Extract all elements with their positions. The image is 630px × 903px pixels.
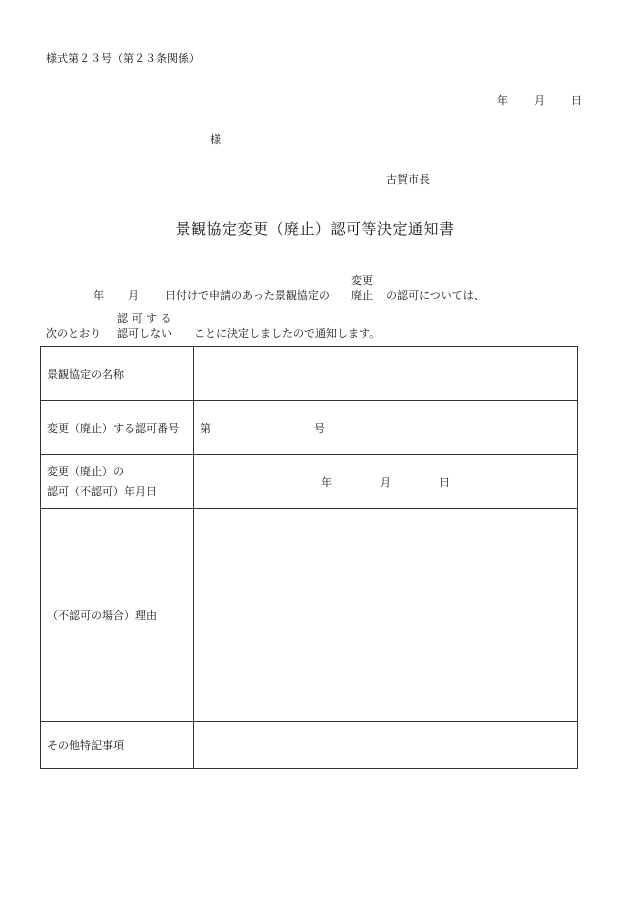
approval-number-suffix: 号 bbox=[314, 421, 325, 435]
recipient-suffix: 様 bbox=[210, 133, 221, 146]
date-month-label: 月 bbox=[534, 94, 545, 107]
approval-date-label bbox=[41, 455, 194, 509]
table-row bbox=[41, 401, 578, 455]
agreement-name-label: 景観協定の名称 bbox=[41, 347, 194, 401]
option-disapprove: 認可しない bbox=[117, 327, 172, 340]
other-notes-field[interactable] bbox=[194, 722, 578, 769]
form-number: 様式第２３号（第２３条関係） bbox=[46, 52, 200, 65]
body-month-label: 月 bbox=[128, 289, 139, 302]
body-day-text: 日付けで申請のあった景観協定の bbox=[165, 289, 330, 302]
issuer-name: 古賀市長 bbox=[386, 173, 430, 186]
approval-date-field[interactable] bbox=[194, 455, 578, 509]
table-row bbox=[41, 509, 578, 722]
body-line2-tail: ことに決定しましたので通知します。 bbox=[194, 327, 381, 340]
option-abolish: 廃止 bbox=[351, 289, 373, 302]
approval-number-prefix: 第 bbox=[200, 421, 211, 435]
table-row bbox=[41, 347, 578, 401]
document-title: 景観協定変更（廃止）認可等決定通知書 bbox=[175, 220, 455, 238]
approval-number-field[interactable] bbox=[194, 401, 578, 455]
approval-number-label: 変更（廃止）する認可番号 bbox=[41, 401, 194, 455]
body-line1-tail: の認可については、 bbox=[386, 289, 485, 302]
table-row bbox=[41, 455, 578, 509]
approve-options bbox=[117, 311, 172, 341]
date-day-label: 日 bbox=[571, 94, 582, 107]
approval-date-values bbox=[200, 474, 571, 490]
table-row bbox=[41, 722, 578, 769]
reason-label: （不認可の場合）理由 bbox=[41, 509, 194, 722]
approval-date-label-line1: 変更（廃止）の bbox=[47, 464, 124, 478]
reason-field[interactable] bbox=[194, 509, 578, 722]
agreement-name-field[interactable] bbox=[194, 347, 578, 401]
date-year-label: 年 bbox=[497, 94, 508, 107]
approval-date-month: 月 bbox=[380, 475, 391, 489]
issue-date bbox=[497, 92, 582, 108]
option-change: 変更 bbox=[351, 274, 373, 287]
approval-date-label-line2: 認可（不認可）年月日 bbox=[47, 484, 157, 498]
body-year-label: 年 bbox=[93, 289, 104, 302]
body-line2-lead: 次のとおり bbox=[46, 327, 101, 340]
option-approve: 認 可 す る bbox=[117, 312, 172, 325]
notice-table bbox=[40, 346, 578, 769]
approval-date-year: 年 bbox=[321, 475, 332, 489]
change-abolish-options bbox=[351, 273, 373, 303]
approval-date-day: 日 bbox=[439, 475, 450, 489]
other-notes-label: その他特記事項 bbox=[41, 722, 194, 769]
